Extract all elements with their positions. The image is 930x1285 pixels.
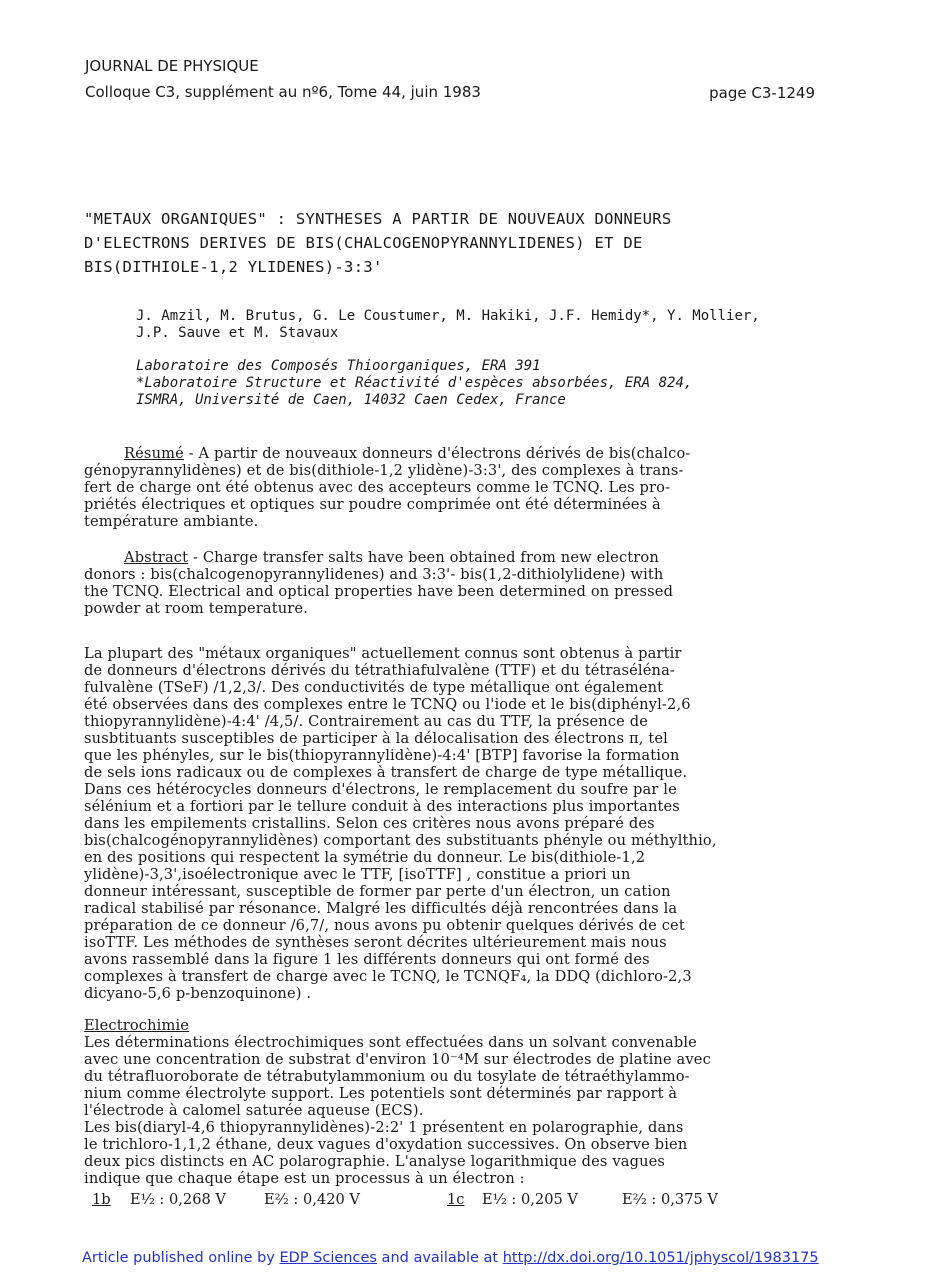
body-line: complexes à transfert de charge avec le TCNQ, le TCNQF₄, la DDQ (dichloro-2,3 (84, 968, 692, 985)
body-line: radical stabilisé par résonance. Malgré les difficultés déjà rencontrées dans la (84, 900, 678, 917)
affiliations (136, 358, 816, 409)
body-line: dans les empilements cristallins. Selon ces critères nous avons préparé des (84, 815, 655, 832)
compound-1c-label: 1c (447, 1191, 465, 1208)
authors (136, 308, 816, 342)
electrochimie-line: avec une concentration de substrat d'environ 10⁻⁴M sur électrodes de platine avec (84, 1051, 711, 1068)
doi-link[interactable]: http://dx.doi.org/10.1051/jphyscol/1983175 (502, 1250, 819, 1266)
body-line: sélénium et a fortiori par le tellure conduit à des interactions plus importantes (84, 798, 680, 815)
abstract-line: powder at room temperature. (84, 600, 309, 617)
electrochimie-section (84, 1017, 824, 1187)
resume-paragraph (84, 445, 824, 530)
electrochimie-line: l'électrode à calomel saturée aqueuse (ECS). (84, 1102, 424, 1119)
body-line: de donneurs d'électrons dérivés du tétrathiafulvalène (TTF) et du tétraséléna- (84, 662, 675, 679)
abstract-first-line: - Charge transfer salts have been obtained from new electron (188, 549, 659, 566)
body-line: Dans ces hétérocycles donneurs d'électrons, le remplacement du soufre par le (84, 781, 677, 798)
resume-line: fert de charge ont été obtenus avec des accepteurs comme le TCNQ. Les pro- (84, 479, 671, 496)
body-line: de sels ions radicaux ou de complexes à transfert de charge de type métallique. (84, 764, 688, 781)
resume-lines (84, 462, 824, 530)
electrochimie-line: le trichloro-1,1,2 éthane, deux vagues d'oxydation successives. On observe bien (84, 1136, 688, 1153)
body-line: bis(chalcogénopyrannylidènes) comportant des substituants phényle ou méthylthio, (84, 832, 717, 849)
abstract-line: donors : bis(chalcogenopyrannylidenes) and 3:3'- bis(1,2-dithiolylidene) with (84, 566, 664, 583)
title-line: "METAUX ORGANIQUES" : SYNTHESES A PARTIR DE NOUVEAUX DONNEURS (84, 210, 672, 228)
resume-heading: Résumé (124, 445, 184, 462)
electrochimie-line: Les bis(diaryl-4,6 thiopyrannylidènes)-2:2' 1 présentent en polarographie, dans (84, 1119, 684, 1136)
body-line: ylidène)-3,3',isoélectronique avec le TTF, [isoTTF] , constitue a priori un (84, 866, 631, 883)
body-line: que les phényles, sur le bis(thiopyrannylidène)-4:4' [BTP] favorise la formation (84, 747, 680, 764)
edp-sciences-link[interactable]: EDP Sciences (279, 1250, 377, 1266)
affiliation-line: *Laboratoire Structure et Réactivité d'espèces absorbées, ERA 824, (136, 375, 693, 391)
author-line: J.P. Sauve et M. Stavaux (136, 325, 339, 341)
body-line: thiopyrannylidène)-4:4' /4,5/. Contrairement au cas du TTF, la présence de (84, 713, 649, 730)
electrochimie-line: du tétrafluoroborate de tétrabutylammonium ou du tosylate de tétraéthylammo- (84, 1068, 690, 1085)
body-line: préparation de ce donneur /6,7/, nous avons pu obtenir quelques dérivés de cet (84, 917, 685, 934)
colloque-line: Colloque C3, supplément au nº6, Tome 44, juin 1983 (85, 83, 481, 101)
body-line: avons rassemblé dans la figure 1 les différents donneurs qui ont formé des (84, 951, 650, 968)
body-line: donneur intéressant, susceptible de former par perte d'un électron, un cation (84, 883, 671, 900)
resume-first-line: - A partir de nouveaux donneurs d'électrons dérivés de bis(chalco- (183, 445, 691, 462)
electrochimie-line: indique que chaque étape est un processus à un électron : (84, 1170, 525, 1187)
footer-middle: and available at (376, 1250, 503, 1266)
body-line: La plupart des "métaux organiques" actuellement connus sont obtenus à partir (84, 645, 682, 662)
page-number: page C3-1249 (709, 84, 815, 102)
compound-1c-e2: E²⁄₂ : 0,375 V (622, 1191, 718, 1208)
body-line: en des positions qui respectent la symétrie du donneur. Le bis(dithiole-1,2 (84, 849, 646, 866)
abstract-heading: Abstract (124, 549, 189, 566)
compound-1c-e1: E¹⁄₂ : 0,205 V (482, 1191, 578, 1208)
resume-line: priétés électriques et optiques sur poudre comprimée ont été déterminées à (84, 496, 661, 513)
journal-name: JOURNAL DE PHYSIQUE (85, 57, 259, 75)
body-line: isoTTF. Les méthodes de synthèses seront décrites ultérieurement mais nous (84, 934, 667, 951)
body-line: dicyano-5,6 p-benzoquinone) . (84, 985, 312, 1002)
electrochimie-heading: Electrochimie (84, 1017, 190, 1034)
author-line: J. Amzil, M. Brutus, G. Le Coustumer, M. Hakiki, J.F. Hemidy*, Y. Mollier, (136, 308, 760, 324)
resume-line: température ambiante. (84, 513, 259, 530)
body-line: susbtituants susceptibles de participer à la délocalisation des électrons π, tel (84, 730, 668, 747)
abstract-line: the TCNQ. Electrical and optical properties have been determined on pressed (84, 583, 674, 600)
electrochimie-line: deux pics distincts en AC polarographie. L'analyse logarithmique des vagues (84, 1153, 666, 1170)
compound-1b-e2: E²⁄₂ : 0,420 V (264, 1191, 360, 1208)
electrochimie-line: nium comme électrolyte support. Les potentiels sont déterminés par rapport à (84, 1085, 678, 1102)
title-line: D'ELECTRONS DERIVES DE BIS(CHALCOGENOPYRANNYLIDENES) ET DE (84, 234, 643, 252)
title-line: BIS(DITHIOLE-1,2 YLIDENES)-3:3' (84, 258, 383, 276)
footer-prefix: Article published online by (82, 1250, 280, 1266)
footer (82, 1250, 819, 1266)
body-line: fulvalène (TSeF) /1,2,3/. Des conductivités de type métallique ont également (84, 679, 664, 696)
abstract-lines (84, 566, 824, 617)
introduction-paragraph (84, 645, 824, 1002)
affiliation-line: ISMRA, Université de Caen, 14032 Caen Cedex, France (136, 392, 566, 408)
body-line: été observées dans des complexes entre le TCNQ ou l'iode et le bis(diphényl-2,6 (84, 696, 691, 713)
electrochimie-line: Les déterminations électrochimiques sont effectuées dans un solvant convenable (84, 1034, 697, 1051)
compound-1b-label: 1b (92, 1191, 111, 1208)
affiliation-line: Laboratoire des Composés Thioorganiques, ERA 391 (136, 358, 541, 374)
paper-title (84, 207, 804, 279)
abstract-paragraph (84, 549, 824, 617)
resume-line: génopyrannylidènes) et de bis(dithiole-1,2 ylidène)-3:3', des complexes à trans- (84, 462, 684, 479)
compound-1b-e1: E¹⁄₂ : 0,268 V (130, 1191, 226, 1208)
electrochimie-lines (84, 1034, 824, 1187)
